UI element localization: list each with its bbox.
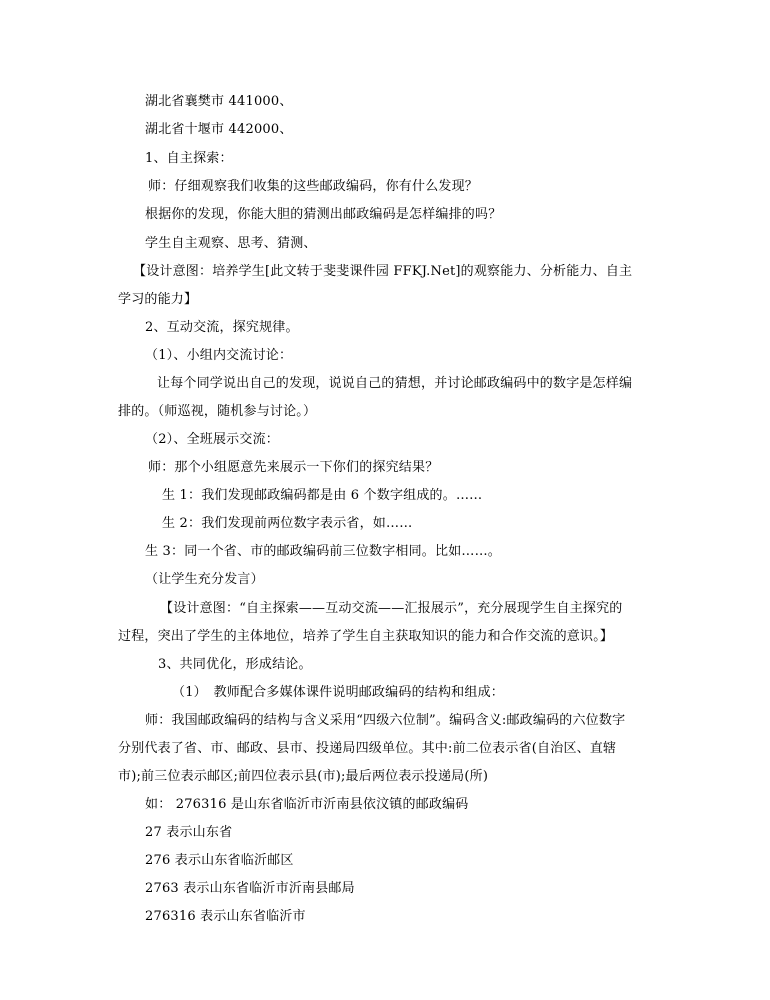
text-line: 湖北省十堰市 442000、	[145, 122, 293, 137]
text-line: 生 2：我们发现前两位数字表示省，如……	[162, 516, 413, 531]
section-heading: 1、自主探索：	[145, 151, 233, 166]
design-intent-note: 【设计意图：培养学生[此文转于斐斐课件园 FFKJ.Net]的观察能力、分析能力、自主	[133, 264, 633, 279]
text-line: 师：仔细观察我们收集的这些邮政编码，你有什么发现？	[148, 179, 479, 194]
design-intent-note: 过程，突出了学生的主体地位，培养了学生自主获取知识的能力和合作交流的意识。】	[118, 629, 614, 644]
text-line: （让学生充分发言）	[145, 572, 264, 587]
text-line: 分别代表了省、市、邮政、县市、投递局四级单位。其中:前二位表示省(自治区、直辖	[118, 741, 617, 756]
text-line: 27 表示山东省	[145, 825, 233, 840]
text-line: 师：我国邮政编码的结构与含义采用“四级六位制”。编码含义:邮政编码的六位数字	[145, 713, 626, 728]
subsection-heading: （2）、全班展示交流：	[145, 432, 279, 447]
text-line: 排的。（师巡视，随机参与讨论。）	[118, 404, 317, 419]
text-line: 2763 表示山东省临沂市沂南县邮局	[145, 881, 355, 896]
text-line: 276316 表示山东省临沂市	[145, 909, 306, 924]
text-line: 湖北省襄樊市 441000、	[145, 94, 293, 109]
text-line: 生 1：我们发现邮政编码都是由 6 个数字组成的。……	[162, 488, 483, 503]
text-line: 让每个同学说出自己的发现，说说自己的猜想，并讨论邮政编码中的数字是怎样编	[157, 376, 633, 391]
text-line: 根据你的发现，你能大胆的猜测出邮政编码是怎样编排的吗？	[145, 207, 502, 222]
text-line: 如： 276316 是山东省临沂市沂南县依汶镇的邮政编码	[145, 797, 469, 812]
text-line: 276 表示山东省临沂邮区	[145, 853, 294, 868]
text-line: 市);前三位表示邮区;前四位表示县(市);最后两位表示投递局(所)	[118, 769, 489, 784]
section-heading: 3、共同优化，形成结论。	[158, 657, 312, 672]
text-line: 师：那个小组愿意先来展示一下你们的探究结果？	[148, 460, 439, 475]
text-line: 生 3：同一个省、市的邮政编码前三位数字相同。比如……。	[145, 544, 502, 559]
design-intent-note: 学习的能力】	[118, 292, 198, 307]
subsection-heading: （1） 教师配合多媒体课件说明邮政编码的结构和组成：	[172, 685, 504, 700]
subsection-heading: （1）、小组内交流讨论：	[145, 348, 293, 363]
text-line: 学生自主观察、思考、猜测、	[145, 236, 317, 251]
design-intent-note: 【设计意图：“自主探索——互动交流——汇报展示”，充分展现学生自主探究的	[160, 601, 623, 616]
section-heading: 2、互动交流，探究规律。	[145, 320, 299, 335]
